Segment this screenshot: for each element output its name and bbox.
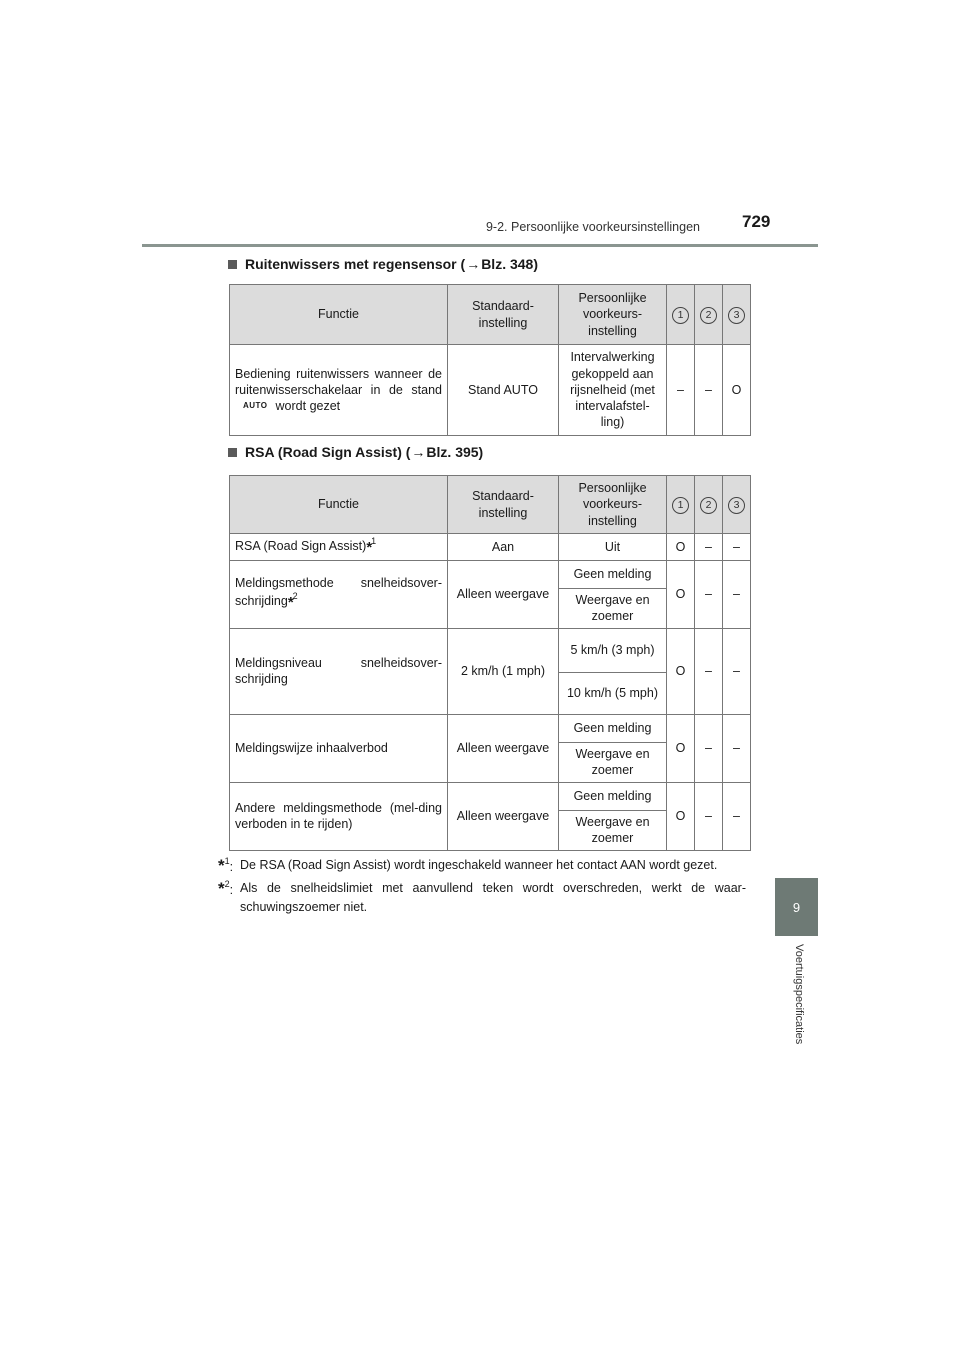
standaard-cell: Alleen weergave	[448, 560, 559, 628]
option-2-cell: –	[695, 345, 723, 436]
table-header-row	[230, 476, 751, 534]
table-row	[230, 782, 751, 810]
table-row	[230, 714, 751, 742]
option-1-cell: O	[667, 560, 695, 628]
chapter-number: 9	[792, 899, 801, 915]
option-3-cell: –	[723, 714, 751, 782]
persoonlijk-cell: Geen melding	[559, 560, 667, 588]
circled-1-icon: 1	[672, 497, 689, 514]
square-bullet-icon	[228, 448, 237, 457]
standaard-cell: 2 km/h (1 mph)	[448, 628, 559, 714]
chapter-tab	[775, 878, 818, 936]
running-header: 9-2. Persoonlijke voorkeursinstellingen	[485, 220, 700, 234]
col-option-3	[723, 285, 751, 345]
section-title-rsa: RSA (Road Sign Assist) ( → Blz. 395)	[228, 444, 483, 460]
col-standaard: Standaard-instelling	[448, 285, 559, 345]
persoonlijk-cell: Weergave en zoemer	[559, 588, 667, 628]
col-functie: Functie	[230, 285, 448, 345]
page-number: 729	[742, 212, 771, 231]
functie-cell: Meldingswijze inhaalverbod	[230, 714, 448, 782]
col-option-2	[695, 476, 723, 534]
option-1-cell: O	[667, 782, 695, 850]
option-2-cell: –	[695, 628, 723, 714]
standaard-cell: Aan	[448, 534, 559, 561]
col-standaard: Standaard-instelling	[448, 476, 559, 534]
option-3-cell: –	[723, 782, 751, 850]
option-3-cell: –	[723, 560, 751, 628]
persoonlijk-cell: Geen melding	[559, 782, 667, 810]
circled-2-icon: 2	[700, 497, 717, 514]
standaard-cell: Stand AUTO	[448, 345, 559, 436]
footnote-2: *$^2$: Als de snelheidslimiet met aanvullend teken wordt overschreden, werkt de waar-schuwingszoemer niet.	[218, 878, 746, 914]
footnote-1: *$^1$: De RSA (Road Sign Assist) wordt ingeschakeld wanneer het contact AAN wordt gezet.	[218, 856, 718, 875]
option-2-cell: –	[695, 782, 723, 850]
option-2-cell: –	[695, 714, 723, 782]
col-persoonlijk: Persoonlijke voorkeurs-instelling	[559, 285, 667, 345]
option-1-cell: O	[667, 534, 695, 561]
functie-cell: Meldingsmethode snelheidsover-schrijding$^{*2}$	[230, 560, 448, 628]
option-1-cell: O	[667, 714, 695, 782]
persoonlijk-cell: Intervalwerking gekoppeld aan rijsnelheid (met intervalafstel-ling)	[559, 345, 667, 436]
persoonlijk-cell: Weergave en zoemer	[559, 742, 667, 782]
functie-cell: Meldingsniveau snelheidsover-schrijding	[230, 628, 448, 714]
wipers-table	[229, 284, 751, 436]
option-2-cell: –	[695, 560, 723, 628]
col-functie: Functie	[230, 476, 448, 534]
rsa-table	[229, 475, 751, 851]
option-2-cell: –	[695, 534, 723, 561]
table-row	[230, 534, 751, 561]
persoonlijk-cell: 5 km/h (3 mph)	[559, 628, 667, 672]
functie-cell: RSA (Road Sign Assist)$^{*1}$	[230, 534, 448, 561]
persoonlijk-cell: Uit	[559, 534, 667, 561]
standaard-cell: Alleen weergave	[448, 782, 559, 850]
col-option-1	[667, 285, 695, 345]
functie-cell: Bediening ruitenwissers wanneer de ruitenwisserschakelaar in de standAUTO wordt gezet	[230, 345, 448, 436]
table-header-row	[230, 285, 751, 345]
functie-cell: Andere meldingsmethode (mel-ding verboden in te rijden)	[230, 782, 448, 850]
option-3-cell: O	[723, 345, 751, 436]
persoonlijk-cell: Weergave en zoemer	[559, 810, 667, 850]
table-row	[230, 628, 751, 672]
col-persoonlijk: Persoonlijke voorkeurs-instelling	[559, 476, 667, 534]
footnotes	[218, 856, 746, 920]
col-option-3	[723, 476, 751, 534]
option-1-cell: –	[667, 345, 695, 436]
table-row	[230, 345, 751, 436]
col-option-2	[695, 285, 723, 345]
option-3-cell: –	[723, 534, 751, 561]
standaard-cell: Alleen weergave	[448, 714, 559, 782]
persoonlijk-cell: 10 km/h (5 mph)	[559, 672, 667, 714]
chapter-title: Voertuigspecificaties	[793, 944, 805, 1045]
col-option-1	[667, 476, 695, 534]
auto-wiper-icon: AUTO	[243, 401, 268, 411]
section-title-wipers: Ruitenwissers met regensensor ( → Blz. 348)	[228, 256, 538, 272]
option-3-cell: –	[723, 628, 751, 714]
circled-3-icon: 3	[728, 497, 745, 514]
persoonlijk-cell: Geen melding	[559, 714, 667, 742]
table-row	[230, 560, 751, 588]
circled-2-icon: 2	[700, 307, 717, 324]
circled-1-icon: 1	[672, 307, 689, 324]
square-bullet-icon	[228, 260, 237, 269]
option-1-cell: O	[667, 628, 695, 714]
header-rule	[142, 244, 818, 247]
circled-3-icon: 3	[728, 307, 745, 324]
